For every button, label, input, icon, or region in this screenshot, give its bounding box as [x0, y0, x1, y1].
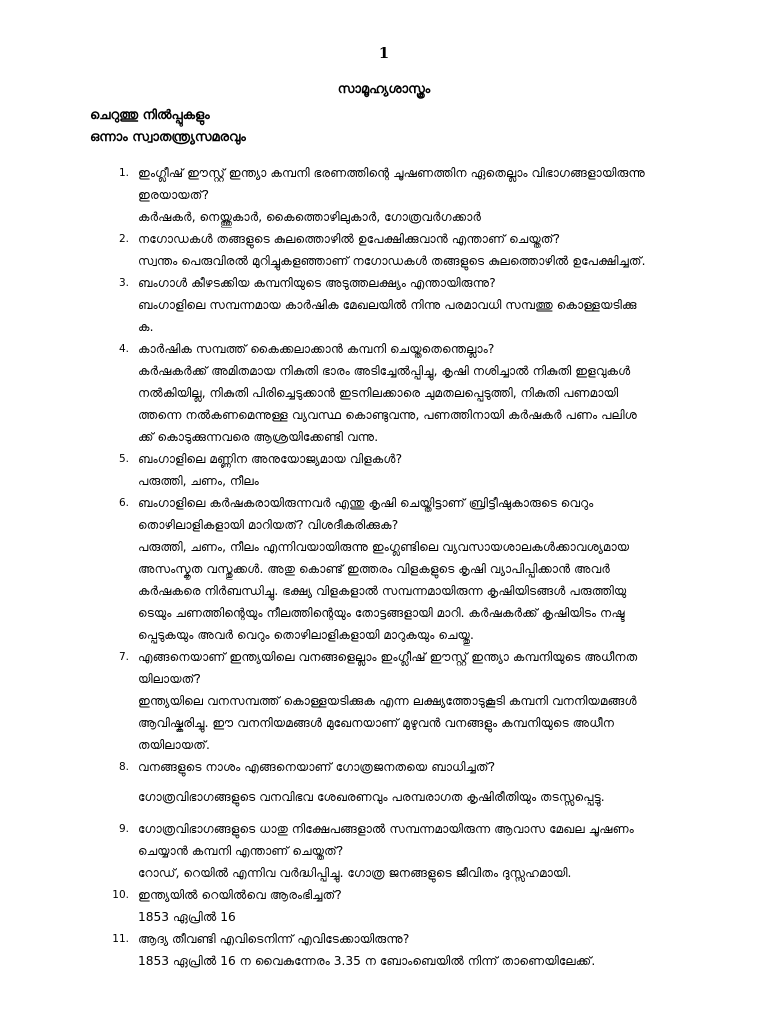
question-item-10 [105, 884, 705, 928]
page-number: 1 [378, 44, 390, 62]
question-text: നഗോഡകൾ തങ്ങളുടെ കുലത്തൊഴിൽ ഉപേക്ഷിക്കുവാൻ എന്താണ് ചെയ്തത്? [138, 232, 560, 246]
chapter-title-line-2: ഒന്നാം സ്വാതന്ത്ര്യസമരവും [90, 130, 246, 145]
question-item-7 [105, 646, 705, 756]
question-item-5 [105, 448, 705, 492]
answer-text: റോഡ്, റെയിൽ എന്നിവ വർദ്ധിപ്പിച്ചു. ഗോത്ര ജനങ്ങളുടെ ജീവിതം ദുസ്സഹമായി. [138, 866, 572, 880]
question-number: 10. [112, 889, 129, 901]
answer-text: ഗോത്രവിഭാഗങ്ങളുടെ വനവിഭവ ശേഖരണവും പരമ്പരാഗത കൃഷിരീതിയും തടസ്സപ്പെട്ടു. [138, 790, 605, 804]
answer-text: പരുത്തി, ചണം, നീലം [138, 474, 259, 488]
question-item-1 [105, 162, 705, 228]
question-text: ബംഗാൾ കീഴടക്കിയ കമ്പനിയുടെ അടുത്തലക്ഷ്യം എന്തായിരുന്നു? [138, 276, 496, 290]
question-text: ഇംഗ്ലീഷ് ഈസ്റ്റ് ഇന്ത്യാ കമ്പനി ഭരണത്തിന്റെ ചൂഷണത്തിന ഏതെല്ലാം വിഭാഗങ്ങളായിരുന്നു ഇരയായത്? [138, 166, 646, 202]
question-text: വനങ്ങളുടെ നാശം എങ്ങനെയാണ് ഗോത്രജനതയെ ബാധിച്ചത്? [138, 760, 496, 774]
answer-text: കർഷകർക്ക് അമിതമായ നികുതി ഭാരം അടിച്ചേൽപ്പിച്ചു, കൃഷി നശിച്ചാൽ നികുതി ഇളവുകൾ നൽകിയില്ല, നികുതി പിരിച്ചെടുക്കാൻ ഇടനിലക്കാരെ ചുമതലപ്പെടുത്തി, നികുതി പണമായി ത്തന്നെ നൽകണമെന്നുള്ള വ്യവസ്ഥ കൊണ്ടുവന്നു, പണത്തിനായി കർഷകർ പണം പലിശ ക്ക് കൊടുക്കുന്നവരെ ആശ്രയിക്കേണ്ടി വന്നു. [138, 364, 637, 444]
answer-text: കർഷകർ, നെയ്ത്തുകാർ, കൈത്തൊഴിലുകാർ, ഗോത്രവർഗക്കാർ [138, 210, 481, 224]
question-item-3 [105, 272, 705, 338]
question-item-6 [105, 492, 705, 646]
question-number: 11. [112, 933, 129, 945]
question-number: 7. [118, 651, 129, 663]
chapter-title-line-1: ചെറുത്തു നിൽപ്പുകളും [90, 108, 210, 123]
question-number: 6. [118, 497, 129, 509]
question-text: ബംഗാളിലെ മണ്ണിന അനുയോജ്യമായ വിളകൾ? [138, 452, 403, 466]
question-item-2 [105, 228, 705, 272]
answer-text: ബംഗാളിലെ സമ്പന്നമായ കാർഷിക മേഖലയിൽ നിന്നു പരമാവധി സമ്പത്തു കൊള്ളയടിക്കു ക. [138, 298, 637, 334]
answer-text: 1853 ഏപ്രിൽ 16 ന വൈകുന്നേരം 3.35 ന ബോംബെയിൽ നിന്ന് താണെയിലേക്ക്. [138, 954, 596, 968]
question-number: 9. [118, 823, 129, 835]
answer-text: പരുത്തി, ചണം, നീലം എന്നിവയായിരുന്നു ഇംഗ്ലണ്ടിലെ വ്യവസായശാലകൾക്കാവശ്യമായ അസംസ്കൃത വസ്തുക്കൾ. അതു കൊണ്ട് ഇത്തരം വിളകളുടെ കൃഷി വ്യാപിപ്പിക്കാൻ അവർ കർഷകരെ നിർബന്ധിച്ചു. ഭക്ഷ്യ വിളകളാൽ സമ്പന്നമായിരുന്ന കൃഷിയിടങ്ങൾ പരുത്തിയു ടെയും ചണത്തിന്റെയും നീലത്തിന്റെയും തോട്ടങ്ങളായി മാറി. കർഷകർക്ക് കൃഷിയിടം നഷ്ട പ്പെടുകയും അവർ വെറും തൊഴിലാളികളായി മാറുകയും ചെയ്തു. [138, 540, 630, 642]
question-number: 2. [118, 233, 129, 245]
question-number: 5. [118, 453, 129, 465]
question-text: ഇന്ത്യയിൽ റെയിൽവെ ആരംഭിച്ചത്? [138, 888, 342, 902]
answer-text: 1853 ഏപ്രിൽ 16 [138, 910, 236, 924]
question-text: കാർഷിക സമ്പത്ത് കൈക്കലാക്കാൻ കമ്പനി ചെയ്തതെന്തെല്ലാം? [138, 342, 495, 356]
question-item-11 [105, 928, 705, 972]
question-item-9 [105, 818, 705, 884]
question-text: ആദ്യ തീവണ്ടി എവിടെനിന്ന് എവിടേക്കായിരുന്നു? [138, 932, 410, 946]
answer-text: ഇന്ത്യയിലെ വനസമ്പത്ത് കൊള്ളയടിക്കുക എന്ന ലക്ഷ്യത്തോടുകൂടി കമ്പനി വനനിയമങ്ങൾ ആവിഷ്കരിച്ചു. ഈ വനനിയമങ്ങൾ മുഖേനയാണ് മുഴുവൻ വനങ്ങളും കമ്പനിയുടെ അധീന തയിലായത്. [138, 694, 637, 752]
question-item-4 [105, 338, 705, 448]
question-text: എങ്ങനെയാണ് ഇന്ത്യയിലെ വനങ്ങളെല്ലാം ഇംഗ്ലീഷ് ഈസ്റ്റ് ഇന്ത്യാ കമ്പനിയുടെ അധീനത യിലായത്? [138, 650, 638, 686]
question-list [105, 162, 705, 972]
question-text: ബംഗാളിലെ കർഷകരായിരുന്നവർ എന്തു കൃഷി ചെയ്തിട്ടാണ് ബ്രിട്ടീഷുകാരുടെ വെറും തൊഴിലാളികളായി മാറിയത്? വിശദീകരിക്കുക? [138, 496, 594, 532]
question-number: 1. [118, 167, 129, 179]
question-number: 3. [118, 277, 129, 289]
question-text: ഗോത്രവിഭാഗങ്ങളുടെ ധാതു നിക്ഷേപങ്ങളാൽ സമ്പന്നമായിരുന്ന ആവാസ മേഖല ചൂഷണം ചെയ്യാൻ കമ്പനി എന്താണ് ചെയ്തത്? [138, 822, 634, 858]
question-number: 8. [118, 761, 129, 773]
answer-text: സ്വന്തം പെരുവിരൽ മുറിച്ചുകളഞ്ഞാണ് നഗോഡകൾ തങ്ങളുടെ കുലത്തൊഴിൽ ഉപേക്ഷിച്ചത്. [138, 254, 646, 268]
question-number: 4. [118, 343, 129, 355]
question-item-8 [105, 756, 705, 808]
page-title: സാമൂഹ്യശാസ്ത്രം [337, 82, 431, 97]
